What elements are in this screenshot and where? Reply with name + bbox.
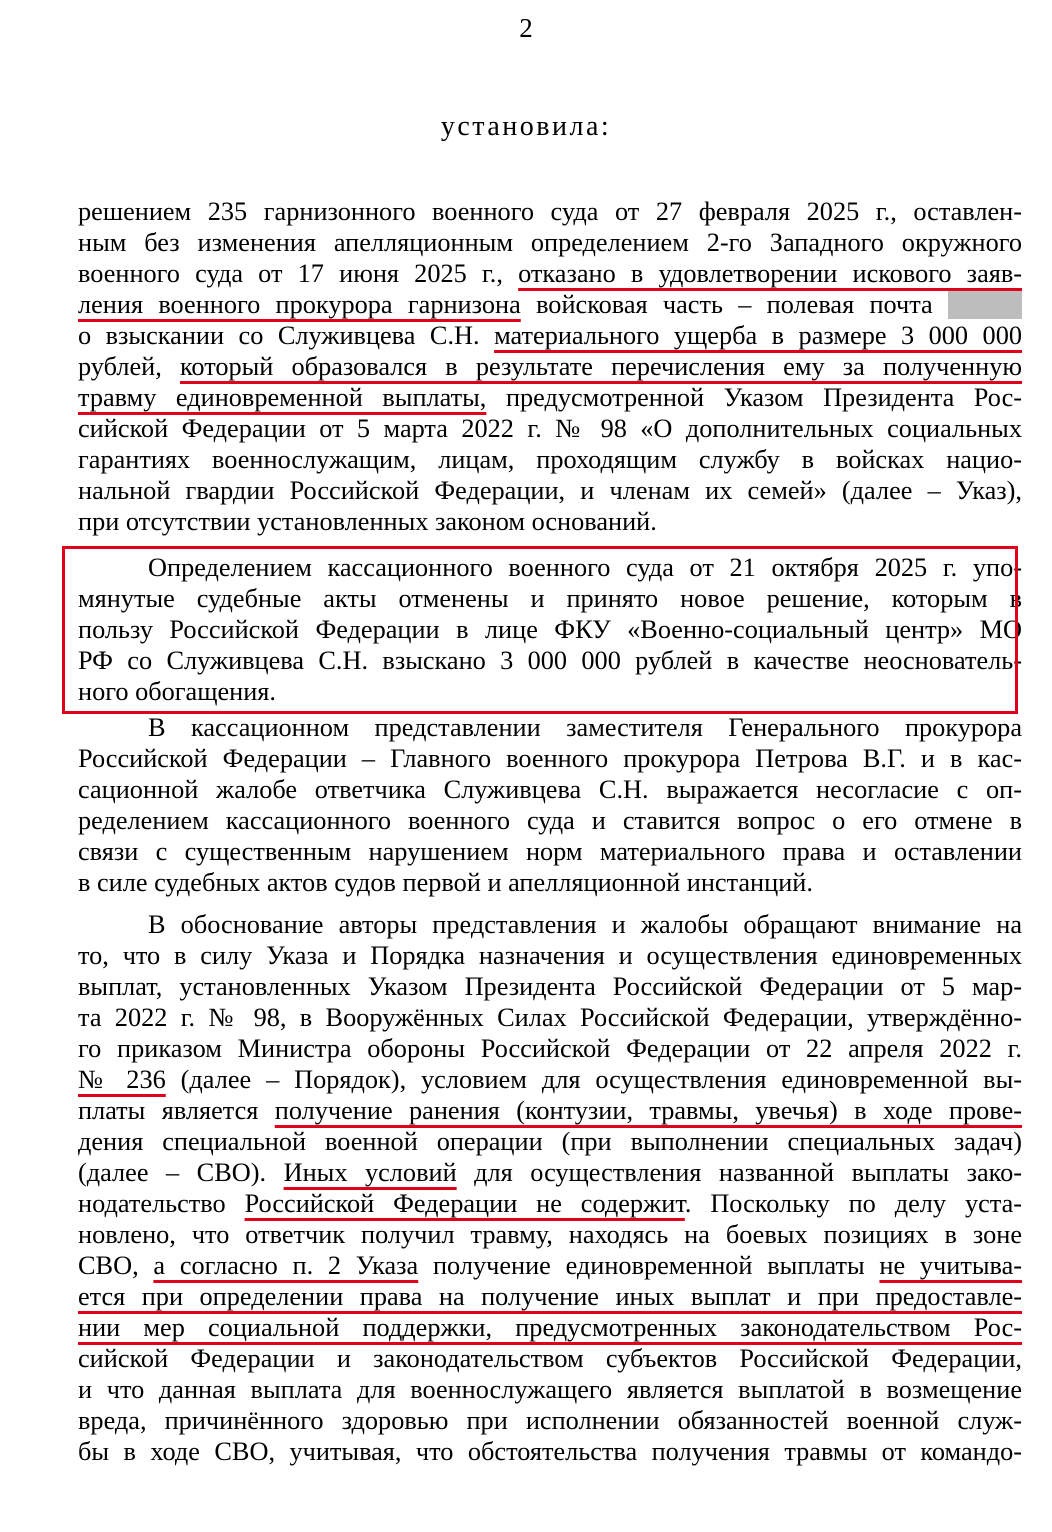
text-line: ределением кассационного военного суда и ставится вопрос о его отмене в [78,806,1022,835]
text-line: нальной гвардии Российской Федерации, и членам их семей» (далее – Указ), [78,476,1022,505]
text-span: рублей, [78,352,162,381]
text-span: получение единовременной выплаты [432,1251,865,1280]
text-line [78,382,1022,413]
text-line: то, что в силу Указа и Порядка назначения и осуществления единовременных [78,941,1022,970]
text-span: СВО, [78,1251,139,1280]
underlined-phrase: Российской Федерации не содержит [244,1189,685,1218]
text-line: го приказом Министра обороны Российской Федерации от 22 апреля 2022 г. [78,1034,1022,1063]
text-line: Определением кассационного военного суда от 21 октября 2025 г. упо- [148,553,1022,582]
text-line: мянутые судебные акты отменены и принято новое решение, которым в [78,584,1022,613]
text-line: решением 235 гарнизонного военного суда от 27 февраля 2025 г., оставлен- [78,197,1022,226]
text-line: ным без изменения апелляционным определением 2-го Западного окружного [78,228,1022,257]
section-heading: установила: [440,111,612,142]
text-line: сийской Федерации от 5 марта 2022 г. № 98 «О дополнительных социальных [78,414,1022,443]
text-line [78,1312,1022,1343]
text-span: . Поскольку по делу уста- [684,1189,1023,1218]
underlined-phrase: материального ущерба в размере 3 000 000 [494,321,1023,350]
text-line [78,1157,1022,1188]
text-line [78,1095,1022,1126]
text-line [78,1188,1022,1219]
text-line: В обоснование авторы представления и жалобы обращают внимание на [148,910,1022,939]
text-line: ного обогащения. [78,677,276,706]
text-line: новлено, что ответчик получил травму, находясь на боевых позициях в зоне [78,1220,1022,1249]
text-line: вреда, причинённого здоровью при исполнении обязанностей военной служ- [78,1406,1022,1435]
text-line: выплат, установленных Указом Президента Российской Федерации от 5 мар- [78,972,1022,1001]
text-line [78,1281,1022,1312]
text-line: Российской Федерации – Главного военного прокурора Петрова В.Г. и в кас- [78,744,1022,773]
paragraph-cassation-ruling [78,552,1022,707]
text-line: в силе судебных актов судов первой и апелляционной инстанций. [78,868,813,897]
text-line [78,258,1022,289]
text-line: и что данная выплата для военнослужащего является выплатой в возмещение [78,1375,1022,1404]
text-span: нодательство [78,1189,226,1218]
paragraph-grounds [78,909,1022,1467]
text-span: платы является [78,1096,259,1125]
underlined-phrase: травму единовременной выплаты, [78,383,487,412]
underlined-phrase: получение ранения (контузии, травмы, увечья) в ходе прове- [274,1096,1022,1125]
redaction-block [948,291,1022,319]
text-line: при отсутствии установленных законом оснований. [78,507,657,536]
text-line: В кассационном представлении заместителя Генерального прокурора [148,713,1022,742]
text-line [78,1064,1022,1095]
underlined-phrase: Иных условий [283,1158,457,1187]
text-line: связи с существенным нарушением норм материального права и оставлении [78,837,1022,866]
underlined-phrase: ется при определении права на получение иных выплат и при предоставле- [78,1282,1022,1311]
text-line [78,289,1022,320]
text-line [78,320,1022,351]
text-span: о взыскании со Служивцева С.Н. [78,321,480,350]
text-line: пользу Российской Федерации в лице ФКУ «Военно-социальный центр» МО [78,615,1022,644]
text-line: сийской Федерации и законодательством субъектов Российской Федерации, [78,1344,1022,1373]
text-line [78,1250,1022,1281]
text-line: РФ со Служивцева С.Н. взыскано 3 000 000 рублей в качестве неоснователь- [78,646,1022,675]
text-line [78,351,1022,382]
text-line: дения специальной военной операции (при выполнении специальных задач) [78,1127,1022,1156]
underlined-phrase: не учитыва- [879,1251,1023,1280]
text-span: для осуществления названной выплаты зако- [474,1158,1022,1187]
underlined-phrase: нии мер социальной поддержки, предусмотренных законодательством Рос- [78,1313,1022,1342]
text-line: та 2022 г. № 98, в Вооружённых Силах Российской Федерации, утверждённо- [78,1003,1022,1032]
underlined-phrase: отказано в удовлетворении искового заяв- [518,259,1023,288]
text-span: военного суда от 17 июня 2025 г., [78,259,503,288]
text-line: гарантиях военнослужащим, лицам, проходящим службу в войсках нацио- [78,445,1022,474]
underlined-phrase: ления военного прокурора гарнизона [78,290,521,319]
text-span: (далее – Порядок), условием для осуществления единовременной вы- [180,1065,1022,1094]
paragraph-cassation-appeal [78,712,1022,898]
text-span: войсковая часть – полевая почта [536,290,933,319]
page-number: 2 [519,13,533,43]
underlined-phrase: № 236 [78,1065,166,1094]
text-span: (далее – СВО). [78,1158,267,1187]
paragraph-decision [78,196,1022,537]
text-line: сационной жалобе ответчика Служивцева С.Н. выражается несогласие с оп- [78,775,1022,804]
underlined-phrase: а согласно п. 2 Указа [153,1251,419,1280]
text-line: бы в ходе СВО, учитывая, что обстоятельства получения травмы от командо- [78,1437,1022,1466]
underlined-phrase: который образовался в результате перечисления ему за полученную [179,352,1022,381]
text-span: предусмотренной Указом Президента Рос- [505,383,1023,412]
